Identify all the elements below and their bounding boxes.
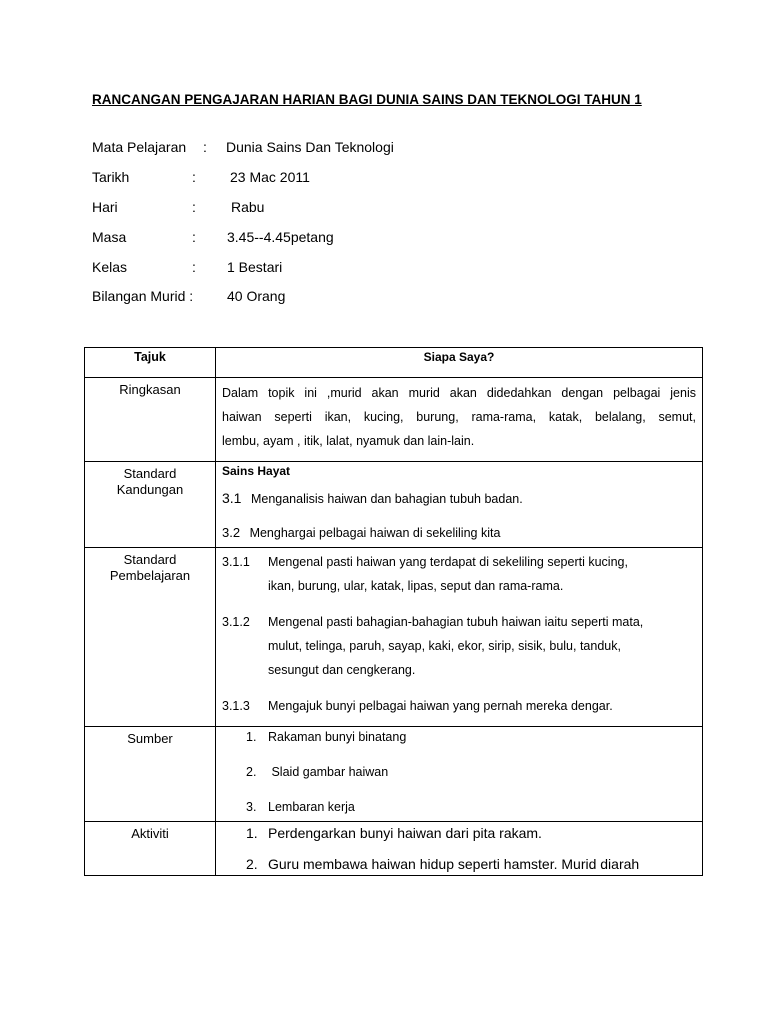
item-text: Slaid gambar haiwan [268, 765, 389, 779]
label-ringkasan: Ringkasan [85, 378, 216, 462]
item-number: 2. [246, 856, 258, 872]
info-value: 1 Bestari [227, 259, 283, 275]
list-item [222, 764, 696, 780]
list-item [222, 694, 696, 718]
info-colon: : [203, 139, 207, 155]
info-colon: : [192, 229, 196, 245]
label-line: Standard [123, 552, 177, 567]
info-value: Dunia Sains Dan Teknologi [226, 139, 394, 155]
info-value: 3.45--4.45petang [227, 229, 334, 245]
table-row-sumber [85, 727, 703, 822]
item-number: 3.2 [222, 525, 241, 540]
item-number: 3.1 [222, 490, 242, 506]
sumber-content [216, 727, 703, 822]
info-label: Hari [92, 199, 118, 215]
info-colon: : [192, 199, 196, 215]
item-text: Perdengarkan bunyi haiwan dari pita rakam. [268, 825, 542, 841]
item-line: Mengajuk bunyi pelbagai haiwan yang pernah mereka dengar. [268, 699, 613, 713]
item-number: 3.1.1 [222, 555, 250, 569]
item-line: mulut, telinga, paruh, sayap, kaki, ekor, sirip, sisik, bulu, tanduk, [268, 639, 621, 653]
label-standard-kandungan [85, 462, 216, 548]
document-title: RANCANGAN PENGAJARAN HARIAN BAGI DUNIA SAINS DAN TEKNOLOGI TAHUN 1 [92, 92, 642, 107]
standard-pembelajaran-content [216, 548, 703, 727]
list-item [222, 855, 696, 873]
header-topic-title: Siapa Saya? [216, 348, 703, 378]
label-standard-pembelajaran [85, 548, 216, 727]
list-item [222, 824, 696, 842]
info-label: Bilangan Murid : [92, 288, 194, 304]
item-number: 3.1.3 [222, 699, 250, 713]
item-line: sesungut dan cengkerang. [268, 663, 416, 677]
sains-hayat-heading: Sains Hayat [222, 464, 291, 478]
item-number: 3.1.2 [222, 615, 250, 629]
label-sumber: Sumber [85, 727, 216, 822]
list-item [222, 729, 696, 745]
info-label: Tarikh [92, 169, 130, 185]
info-label: Mata Pelajaran [92, 139, 187, 155]
table-row-aktiviti [85, 822, 703, 876]
table-row-header [85, 348, 703, 378]
item-number: 3. [246, 800, 257, 814]
info-label: Kelas [92, 259, 128, 275]
item-line: ikan, burung, ular, katak, lipas, seput dan rama-rama. [268, 579, 564, 593]
item-number: 1. [246, 825, 258, 841]
label-aktiviti: Aktiviti [85, 822, 216, 876]
item-text: Guru membawa haiwan hidup seperti hamster. Murid diarah [268, 856, 640, 872]
info-value: Rabu [231, 199, 265, 215]
info-colon: : [192, 169, 196, 185]
info-colon: : [192, 259, 196, 275]
info-value: 23 Mac 2011 [230, 169, 310, 185]
item-text: Menghargai pelbagai haiwan di sekeliling kita [249, 526, 501, 540]
item-text [268, 694, 696, 718]
lesson-plan-table [84, 347, 703, 876]
info-label: Masa [92, 229, 127, 245]
label-line: Standard [123, 466, 177, 481]
list-item [222, 799, 696, 815]
summary-line: haiwan seperti ikan, kucing, burung, rama-rama, katak, belalang, semut, [222, 410, 696, 424]
aktiviti-content [216, 822, 703, 876]
item-number: 2. [246, 765, 257, 779]
standard-kandungan-content [216, 462, 703, 548]
item-text: Rakaman bunyi binatang [268, 730, 407, 744]
label-line: Kandungan [116, 482, 184, 497]
item-line: Mengenal pasti bahagian-bahagian tubuh haiwan iaitu seperti mata, [268, 615, 644, 629]
table-row-ringkasan [85, 378, 703, 462]
summary-line: Dalam topik ini ,murid akan murid akan didedahkan dengan pelbagai jenis [222, 386, 696, 400]
item-number: 1. [246, 730, 257, 744]
item-line: Mengenal pasti haiwan yang terdapat di sekeliling seperti kucing, [268, 555, 628, 569]
list-item [222, 610, 696, 682]
list-item [222, 525, 696, 541]
item-text [268, 610, 696, 682]
table-row-standard-pembelajaran [85, 548, 703, 727]
label-line: Pembelajaran [109, 568, 191, 583]
header-tajuk: Tajuk [85, 348, 216, 378]
item-text: Menganalisis haiwan dan bahagian tubuh badan. [250, 492, 523, 506]
item-text [268, 550, 696, 598]
list-item [222, 550, 696, 598]
list-item [222, 490, 696, 507]
item-text: Lembaran kerja [268, 800, 355, 814]
table-row-standard-kandungan [85, 462, 703, 548]
summary-line: lembu, ayam , itik, lalat, nyamuk dan lain-lain. [222, 434, 475, 448]
info-value: 40 Orang [227, 288, 286, 304]
ringkasan-content [216, 378, 703, 462]
